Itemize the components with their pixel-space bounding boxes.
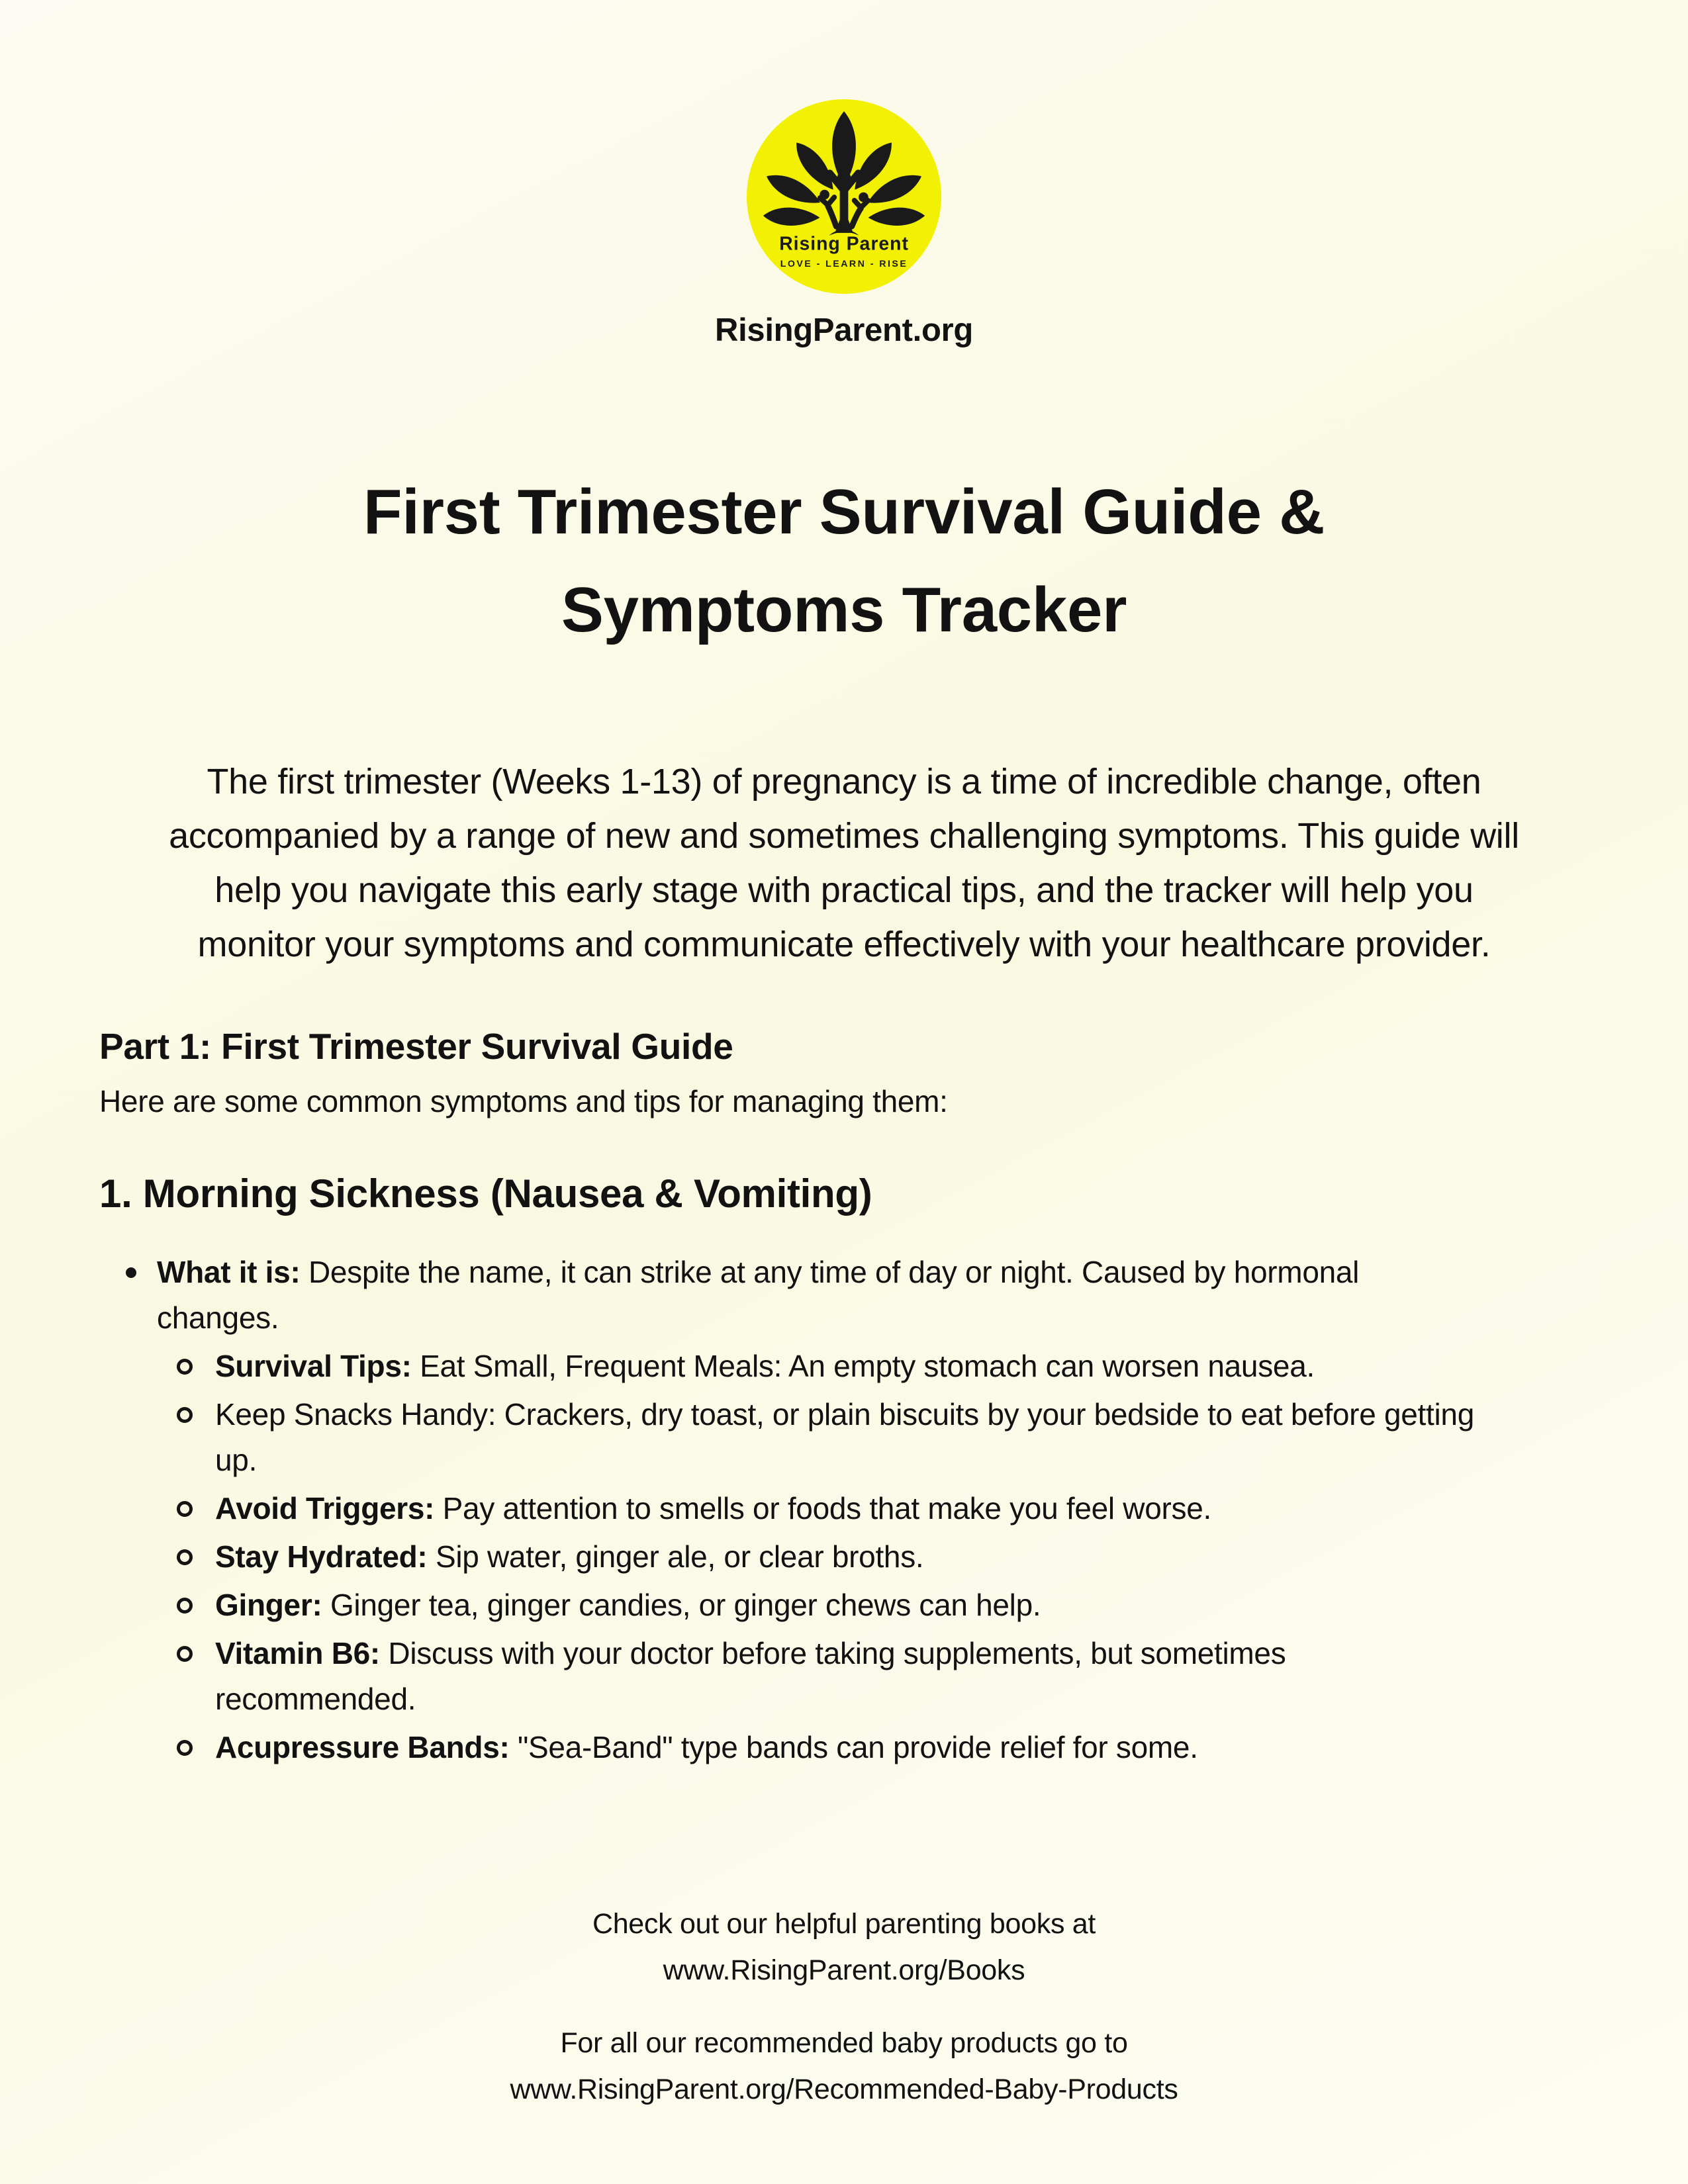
tip-label: Avoid Triggers:: [215, 1491, 443, 1525]
bullet-circle-icon: [177, 1359, 193, 1375]
tip-text: Despite the name, it can strike at any time of day or night. Caused by hormonal: [308, 1255, 1360, 1289]
logo-tagline-text: LOVE - LEARN - RISE: [780, 258, 908, 269]
footer-books-note: [0, 1901, 1688, 1993]
section1-heading: 1. Morning Sickness (Nausea & Vomiting): [99, 1171, 872, 1216]
footer-books-url: www.RisingParent.org/Books: [663, 1954, 1025, 1986]
page-title-line2: Symptoms Tracker: [561, 574, 1127, 645]
rising-parent-logo: [747, 99, 941, 294]
bullet-dot-icon: [126, 1267, 136, 1278]
part1-subheading: Here are some common symptoms and tips for managing them:: [99, 1084, 948, 1118]
bullet-circle-icon: [177, 1740, 193, 1756]
bullet-circle-icon: [177, 1646, 193, 1662]
bullet-circle-icon: [177, 1501, 193, 1517]
tip-text: Sip water, ginger ale, or clear broths.: [435, 1539, 924, 1574]
intro-line: accompanied by a range of new and sometimes challenging symptoms. This guide will: [169, 816, 1519, 856]
intro-line: The first trimester (Weeks 1-13) of pregnancy is a time of incredible change, often: [207, 762, 1481, 801]
logo-name-text: Rising Parent: [779, 233, 909, 255]
list-item-acupressure-bands: [0, 1725, 1688, 1770]
page-title: [0, 463, 1688, 659]
tip-label: Acupressure Bands:: [215, 1730, 518, 1764]
page-title-line1: First Trimester Survival Guide &: [363, 477, 1325, 547]
footer-products-text: For all our recommended baby products go to: [560, 2027, 1128, 2059]
footer-products-note: [0, 2020, 1688, 2113]
tip-label: Vitamin B6:: [215, 1636, 389, 1670]
footer-books-text: Check out our helpful parenting books at: [592, 1908, 1096, 1940]
tip-text-line2: recommended.: [215, 1682, 416, 1716]
tree-logo-icon: [747, 99, 941, 294]
tip-label: What it is:: [157, 1255, 308, 1289]
bullet-circle-icon: [177, 1549, 193, 1565]
list-item-what-it-is: [0, 1250, 1688, 1341]
tip-label: Stay Hydrated:: [215, 1539, 436, 1574]
list-item-avoid-triggers: [0, 1486, 1688, 1531]
bullet-circle-icon: [177, 1407, 193, 1423]
list-item-vitamin-b6: [0, 1631, 1688, 1722]
tip-text: "Sea-Band" type bands can provide relief for some.: [518, 1730, 1198, 1764]
tip-label: Ginger:: [215, 1588, 330, 1622]
footer-products-url: www.RisingParent.org/Recommended-Baby-Products: [510, 2073, 1178, 2105]
bullet-circle-icon: [177, 1598, 193, 1614]
morning-sickness-list: [0, 1250, 1688, 1773]
tip-text: Discuss with your doctor before taking supplements, but sometimes: [388, 1636, 1286, 1670]
tip-text: Pay attention to smells or foods that make you feel worse.: [442, 1491, 1211, 1525]
site-name: RisingParent.org: [715, 312, 973, 348]
intro-line: monitor your symptoms and communicate effectively with your healthcare provider.: [197, 925, 1491, 964]
intro-paragraph: [40, 754, 1648, 972]
intro-line: help you navigate this early stage with practical tips, and the tracker will help you: [214, 870, 1474, 910]
tip-text-line2: up.: [215, 1443, 258, 1477]
tip-text: Keep Snacks Handy: Crackers, dry toast, or plain biscuits by your bedside to eat before getting: [215, 1397, 1474, 1432]
list-item-stay-hydrated: [0, 1534, 1688, 1580]
tip-text: Eat Small, Frequent Meals: An empty stomach can worsen nausea.: [420, 1349, 1315, 1383]
part1-heading: Part 1: First Trimester Survival Guide: [99, 1026, 733, 1067]
tip-text-line2: changes.: [157, 1300, 279, 1335]
list-item-survival-tips: [0, 1343, 1688, 1389]
tip-label: Survival Tips:: [215, 1349, 420, 1383]
tip-text: Ginger tea, ginger candies, or ginger chews can help.: [330, 1588, 1041, 1622]
list-item-keep-snacks: [0, 1392, 1688, 1483]
list-item-ginger: [0, 1582, 1688, 1628]
